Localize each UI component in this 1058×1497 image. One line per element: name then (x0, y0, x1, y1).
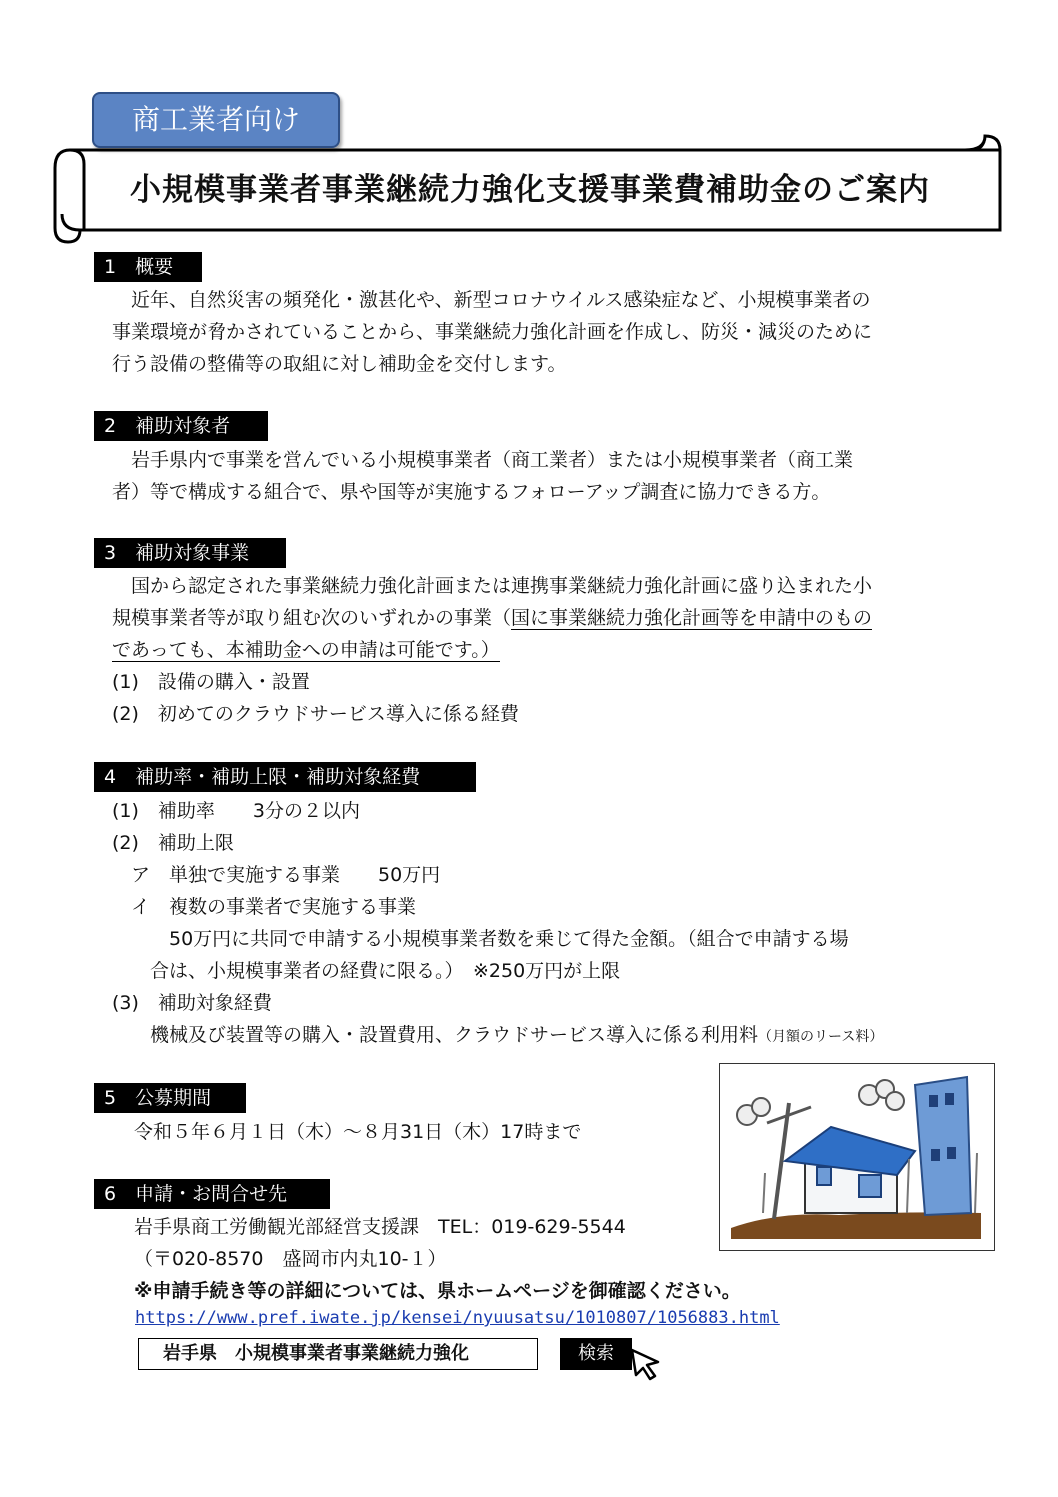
text-line: ア 単独で実施する事業 50万円 (112, 864, 441, 886)
section-1-heading: 1 概要 (94, 252, 202, 282)
section-3-heading: 3 補助対象事業 (94, 538, 286, 568)
text-line: (3) 補助対象経費 (112, 992, 272, 1014)
text-line: (1) 補助率 3分の２以内 (112, 800, 361, 822)
text-line: 者）等で構成する組合で、県や国等が実施するフォローアップ調査に協力できる方。 (112, 481, 831, 503)
text-line: 50万円に共同で申請する小規模事業者数を乗じて得た金額。（組合で申請する場 (112, 928, 849, 950)
text-line: 国から認定された事業継続力強化計画または連携事業継続力強化計画に盛り込まれた小 (112, 575, 873, 597)
contact-department: 岩手県商工労働観光部経営支援課 TEL：019-629-5544 (134, 1216, 626, 1238)
text-line: 近年、自然災害の頻発化・激甚化や、新型コロナウイルス感染症など、小規模事業者の (112, 289, 871, 311)
text-line: イ 複数の事業者で実施する事業 (112, 896, 417, 918)
list-item: (2) 初めてのクラウドサービス導入に係る経費 (112, 703, 519, 725)
text-span: 規模事業者等が取り組む次のいずれかの事業（ (112, 607, 512, 629)
application-period: 令和５年６月１日（木）～８月31日（木）17時まで (134, 1121, 582, 1143)
text-line: 行う設備の整備等の取組に対し補助金を交付します。 (112, 353, 567, 375)
text-line (112, 1019, 972, 1053)
text-line (112, 602, 972, 634)
underlined-note: 国に事業継続力強化計画等を申請中のもの (511, 607, 873, 629)
lease-note: （月額のリース料） (758, 1029, 884, 1045)
section-3-body (112, 570, 972, 730)
search-query-box[interactable]: 岩手県 小規模事業者事業継続力強化 (138, 1338, 538, 1370)
underlined-note-cont: であっても、本補助金への申請は可能です。） (112, 639, 500, 661)
cursor-arrow-icon (628, 1346, 664, 1382)
section-2-body (112, 444, 972, 508)
audience-tag: 商工業者向け (92, 92, 340, 148)
section-4-body (112, 795, 972, 1053)
section-1-body (112, 284, 972, 380)
disaster-illustration (719, 1063, 995, 1251)
section-5-heading: 5 公募期間 (94, 1083, 246, 1113)
page-title: 小規模事業者事業継続力強化支援事業費補助金のご案内 (130, 172, 930, 208)
text-line (112, 634, 972, 666)
text-span: 機械及び装置等の購入・設置費用、クラウドサービス導入に係る利用料 (112, 1024, 759, 1046)
text-line: 合は、小規模事業者の経費に限る。） ※250万円が上限 (112, 960, 621, 982)
search-button[interactable]: 検索 (560, 1338, 632, 1370)
contact-address: （〒020-8570 盛岡市内丸10-１） (134, 1248, 447, 1270)
section-2-heading: 2 補助対象者 (94, 411, 268, 441)
homepage-notice: ※申請手続き等の詳細については、県ホームページを御確認ください。 (134, 1280, 741, 1302)
homepage-link[interactable]: https://www.pref.iwate.jp/kensei/nyuusatsu/1010807/1056883.html (135, 1308, 780, 1328)
text-line: 事業環境が脅かされていることから、事業継続力強化計画を作成し、防災・減災のために (112, 321, 873, 343)
text-line: (2) 補助上限 (112, 832, 234, 854)
section-4-heading: 4 補助率・補助上限・補助対象経費 (94, 762, 476, 792)
list-item: (1) 設備の購入・設置 (112, 671, 310, 693)
section-6-heading: 6 申請・お問合せ先 (94, 1179, 330, 1209)
text-line: 岩手県内で事業を営んでいる小規模事業者（商工業者）または小規模事業者（商工業 (112, 449, 854, 471)
